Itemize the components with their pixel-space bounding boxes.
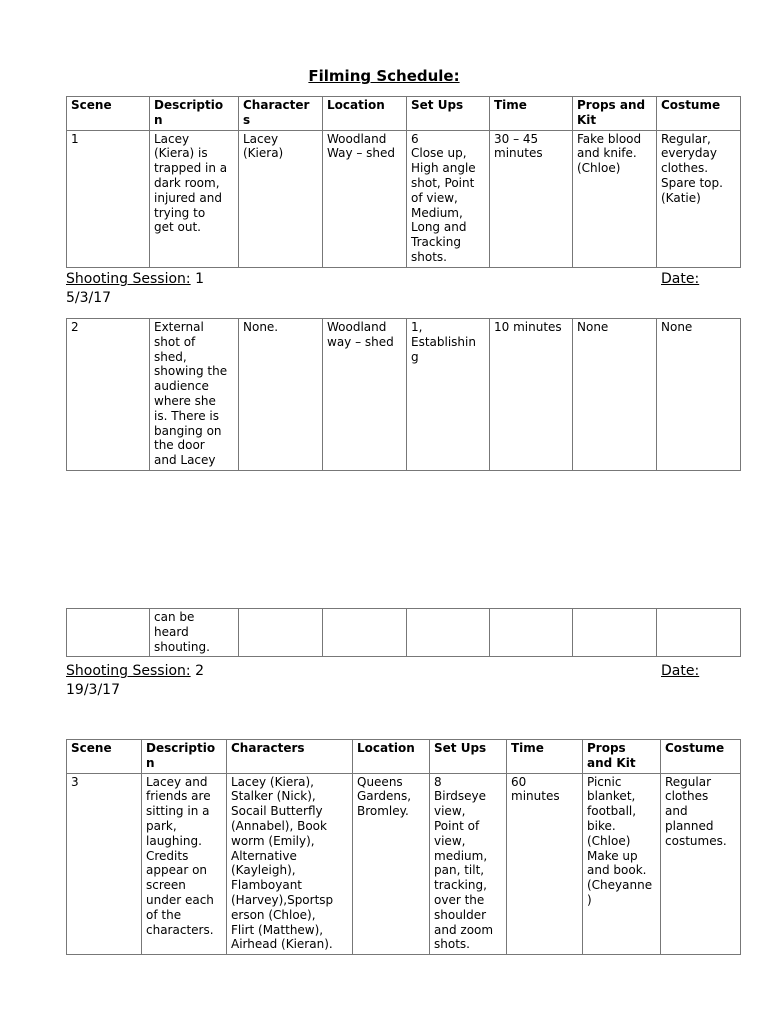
- header-scene: Scene: [67, 740, 142, 774]
- shooting-session-label: Shooting Session:: [66, 663, 191, 679]
- header-characters: Characters: [227, 740, 353, 774]
- cell-scene: 3: [67, 773, 142, 955]
- page-title: Filming Schedule:: [308, 67, 460, 85]
- cell-location: Woodland way – shed: [323, 319, 407, 471]
- shooting-session-label: Shooting Session:: [66, 271, 191, 287]
- header-props-and-kit: Props and Kit: [583, 740, 661, 774]
- cell-costume: [657, 609, 741, 657]
- cell-description: can be heard shouting.: [150, 609, 239, 657]
- header-location: Location: [323, 97, 407, 131]
- cell-description: Lacey (Kiera) is trapped in a dark room, injured and trying to get out.: [150, 130, 239, 267]
- header-location: Location: [353, 740, 430, 774]
- cell-time: [490, 609, 573, 657]
- cell-scene: 2: [67, 319, 150, 471]
- cell-time: 10 minutes: [490, 319, 573, 471]
- cell-location: Woodland Way – shed: [323, 130, 407, 267]
- session-date: 5/3/17: [66, 290, 112, 306]
- table-row: [67, 319, 741, 471]
- cell-props-and-kit: [573, 609, 657, 657]
- schedule-table-2: [66, 318, 741, 471]
- cell-set-ups: 1, Establishin g: [407, 319, 490, 471]
- date-label: Date:: [661, 271, 700, 287]
- schedule-table-continuation: [66, 608, 741, 657]
- schedule-table-1: [66, 96, 741, 268]
- cell-characters: None.: [239, 319, 323, 471]
- cell-location: Queens Gardens, Bromley.: [353, 773, 430, 955]
- header-scene: Scene: [67, 97, 150, 131]
- session-date: 19/3/17: [66, 682, 120, 698]
- cell-set-ups: 8 Birdseye view, Point of view, medium, pan, tilt, tracking, over the shoulder and zoom shots.: [430, 773, 507, 955]
- header-costume: Costume: [661, 740, 741, 774]
- cell-set-ups: 6 Close up, High angle shot, Point of view, Medium, Long and Tracking shots.: [407, 130, 490, 267]
- shooting-session-1: [66, 270, 204, 289]
- table-row: [67, 773, 741, 955]
- table-header-row: [67, 740, 741, 774]
- cell-description: Lacey and friends are sitting in a park, laughing. Credits appear on screen under each of the characters.: [142, 773, 227, 955]
- cell-scene: 1: [67, 130, 150, 267]
- header-description: Descriptio n: [142, 740, 227, 774]
- header-time: Time: [490, 97, 573, 131]
- header-set-ups: Set Ups: [407, 97, 490, 131]
- shooting-session-number: 2: [195, 663, 204, 679]
- cell-characters: Lacey (Kiera): [239, 130, 323, 267]
- cell-description: External shot of shed, showing the audience where she is. There is banging on the door and Lacey: [150, 319, 239, 471]
- cell-location: [323, 609, 407, 657]
- date-label: Date:: [661, 663, 700, 679]
- cell-characters: Lacey (Kiera), Stalker (Nick), Socail Butterfly (Annabel), Book worm (Emily), Alternative (Kayleigh), Flamboyant (Harvey),Sportsp erson (Chloe), Flirt (Matthew), Airhead (Kieran).: [227, 773, 353, 955]
- table-row: [67, 130, 741, 267]
- cell-time: 30 – 45 minutes: [490, 130, 573, 267]
- table-row: [67, 609, 741, 657]
- header-characters: Character s: [239, 97, 323, 131]
- header-props-and-kit: Props and Kit: [573, 97, 657, 131]
- shooting-session-number: 1: [195, 271, 204, 287]
- cell-props-and-kit: None: [573, 319, 657, 471]
- cell-scene: [67, 609, 150, 657]
- cell-props-and-kit: Fake blood and knife. (Chloe): [573, 130, 657, 267]
- cell-costume: None: [657, 319, 741, 471]
- cell-costume: Regular, everyday clothes. Spare top. (Katie): [657, 130, 741, 267]
- cell-costume: Regular clothes and planned costumes.: [661, 773, 741, 955]
- table-header-row: [67, 97, 741, 131]
- cell-characters: [239, 609, 323, 657]
- header-set-ups: Set Ups: [430, 740, 507, 774]
- header-costume: Costume: [657, 97, 741, 131]
- cell-props-and-kit: Picnic blanket, football, bike. (Chloe) Make up and book. (Cheyanne ): [583, 773, 661, 955]
- cell-set-ups: [407, 609, 490, 657]
- header-description: Descriptio n: [150, 97, 239, 131]
- shooting-session-2: [66, 662, 204, 681]
- header-time: Time: [507, 740, 583, 774]
- schedule-table-3: [66, 739, 741, 955]
- cell-time: 60 minutes: [507, 773, 583, 955]
